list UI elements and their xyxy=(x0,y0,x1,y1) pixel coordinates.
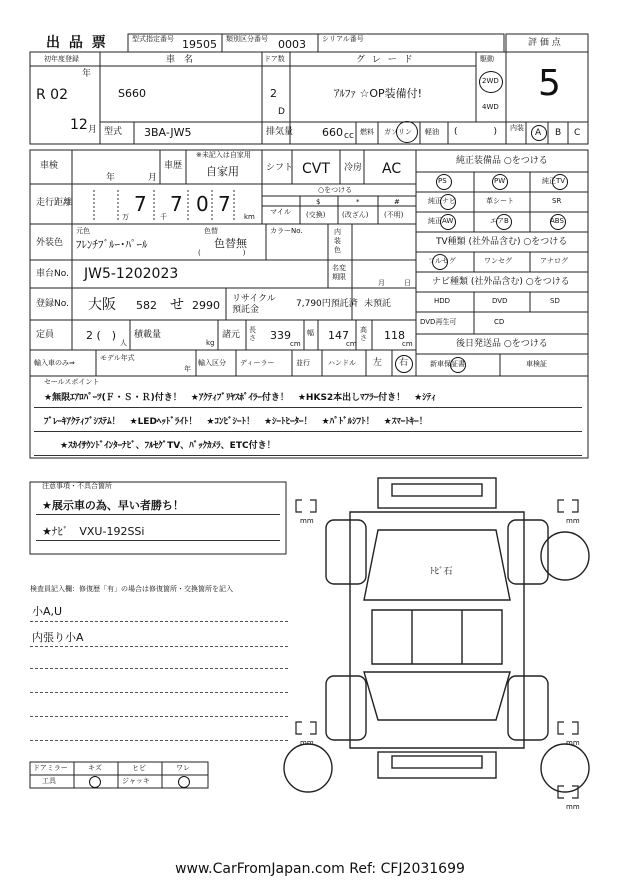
man-unit: 万 xyxy=(122,213,129,221)
model-type: 3BA-JW5 xyxy=(144,126,192,139)
mileage-opt-exchange: (交換) xyxy=(306,211,326,219)
interior-grade-b: B xyxy=(555,128,562,138)
shaken-year: 年 xyxy=(106,173,116,183)
grade-value: ｱﾙﾌｧ ☆OP装備付! xyxy=(334,87,423,100)
oem-airbag-circle xyxy=(496,214,512,230)
tv-analog: アナログ xyxy=(540,257,568,265)
chassis-number: JW5-1202023 xyxy=(84,266,179,282)
mileage-label: 走行距離 xyxy=(36,198,73,208)
oem-tv-circle xyxy=(552,174,568,190)
length-cm: cm xyxy=(290,340,301,348)
oem-airbag: エアB xyxy=(490,217,509,225)
inspector-line: 小A,U xyxy=(32,605,63,618)
color-change-paren: ( ) xyxy=(198,249,246,257)
score-value: 5 xyxy=(538,63,561,104)
inspector-line: 内張り小A xyxy=(32,631,84,644)
footer-watermark: www.CarFromJapan.com Ref: CFJ2031699 xyxy=(175,861,465,877)
tools-jack-stamp xyxy=(178,776,190,788)
handle-left: 左 xyxy=(373,358,383,368)
height-label: 高さ xyxy=(360,326,367,342)
navi-label: ナビ種類 (社外品含む) ○をつける xyxy=(432,277,570,287)
mileage-opt-unknown: (不明) xyxy=(384,211,404,219)
mileage-circle-note: ○をつける xyxy=(318,186,353,194)
tools-header-crack: ヒビ xyxy=(132,764,146,772)
drive-4wd: 4WD xyxy=(482,103,499,111)
later-shaken: 車検証 xyxy=(526,360,547,368)
height-value: 118 xyxy=(384,329,405,342)
class-number: 0003 xyxy=(278,38,306,51)
navi-cd: CD xyxy=(494,318,505,326)
oem-pw-circle xyxy=(492,174,508,190)
navi-dvd: DVD xyxy=(492,297,508,305)
orig-color-label: 元色 xyxy=(76,227,90,235)
recycle-unpaid: 未預託 xyxy=(364,299,392,309)
name-change-day: 日 xyxy=(404,279,411,287)
oem-pw: PW xyxy=(494,177,506,185)
tread-unit-fl: mm xyxy=(300,517,314,525)
oem-navi: 純正ナビ xyxy=(428,197,456,205)
mileage-digit: 7 xyxy=(134,192,147,216)
handle-right-circle xyxy=(395,355,413,373)
usage-value: 自家用 xyxy=(206,165,239,178)
tools-header-scratch: キズ xyxy=(88,764,102,772)
tools-tool: 工具 xyxy=(42,777,56,785)
mileage-opt-mile: マイル xyxy=(270,208,291,216)
length-value: 339 xyxy=(270,329,291,342)
class-label: 類別区分番号 xyxy=(226,35,268,43)
width-label: 幅 xyxy=(307,329,314,337)
model-type-label: 型式 xyxy=(104,127,123,137)
note-line: ★ﾅﾋﾞ VXU-192SSi xyxy=(42,525,145,538)
fuel-gasoline-circle xyxy=(396,121,418,143)
oem-leather: 革シート xyxy=(486,197,514,205)
doors-value: 2 xyxy=(270,87,277,100)
inspector-rule xyxy=(30,621,288,622)
oem-aw-circle xyxy=(440,214,456,230)
model-cert-number: 19505 xyxy=(182,38,217,51)
cc-unit: cc xyxy=(344,131,354,141)
navi-sd: SD xyxy=(550,297,560,305)
mileage-opt-tamper: (改ざん) xyxy=(342,211,369,219)
sales-points-label: セールスポイント xyxy=(44,378,100,386)
ext-color-label: 外装色 xyxy=(36,238,64,248)
tools-header-break: ワレ xyxy=(176,764,190,772)
car-name: S660 xyxy=(118,87,146,100)
capacity-unit: 人 xyxy=(120,339,127,347)
interior-grade-a: A xyxy=(535,128,542,138)
color-change-label: 色替 xyxy=(204,227,218,235)
model-cert-label: 型式指定番号 xyxy=(132,35,174,43)
km-unit: km xyxy=(244,213,255,221)
model-year-unit: 年 xyxy=(184,365,191,373)
ac-value: AC xyxy=(382,161,402,177)
inspector-rule xyxy=(30,716,288,717)
shift-label: シフト xyxy=(266,163,294,173)
windshield-note: ﾄﾋﾞ石 xyxy=(430,567,453,577)
oem-tv: 純正TV xyxy=(542,177,566,185)
interior-label: 内装 xyxy=(510,124,524,132)
displacement-label: 排気量 xyxy=(266,127,294,137)
sen-unit: 千 xyxy=(160,213,167,221)
navi-hdd: HDD xyxy=(434,297,451,305)
color-change-value: 色替無 xyxy=(214,237,247,250)
reg-label: 登録No. xyxy=(36,299,69,309)
fuel-diesel: 軽油 xyxy=(425,128,439,136)
color-no-label: カラーNo. xyxy=(270,227,303,235)
first-reg-label: 初年度登録 xyxy=(44,55,79,63)
inspector-rule xyxy=(30,646,288,647)
car-name-label: 車 名 xyxy=(166,55,194,65)
navi-dvd-play: DVD再生可 xyxy=(420,318,457,326)
capacity-value: 2 ( ) xyxy=(86,329,117,342)
oem-abs-circle xyxy=(550,214,566,230)
import-type-label: 輸入区分 xyxy=(198,359,226,367)
month-mark: 月 xyxy=(88,125,98,135)
inspector-label: 検査員記入欄：修復歴「有」の場合は修復箇所・交換箇所を記入 xyxy=(30,585,233,593)
reg-class: 582 xyxy=(136,299,157,312)
later-warranty-circle xyxy=(450,357,466,373)
form-title: 出 品 票 xyxy=(46,35,108,51)
inspector-rule xyxy=(30,668,288,669)
oem-ps-circle xyxy=(436,174,452,190)
oem-navi-circle xyxy=(440,194,456,210)
lwh-label: 諸元 xyxy=(222,330,241,340)
chassis-label: 車台No. xyxy=(36,269,69,279)
inspector-rule xyxy=(30,692,288,693)
mileage-opt-exchange-mark: $ xyxy=(316,198,321,206)
width-value: 147 xyxy=(328,329,349,342)
sales-point-line: ﾌﾞﾚｰｷｱｸﾃｨﾌﾞｼｽﾃﾑ！ ★LEDﾍｯﾄﾞﾗｲﾄ！ ★ｺﾝﾋﾞｼｰﾄ！ ★ｼｰﾄﾋｰﾀｰ！ ★ﾊﾟﾄﾞﾙｼﾌﾄ！ ★ｽﾏｰﾄｷｰ！ xyxy=(44,417,428,427)
note-underline xyxy=(36,540,280,541)
recycle-label: リサイクル預託金 xyxy=(232,294,276,315)
drive-2wd-circle xyxy=(479,71,503,93)
tv-fullseg: フルセグ xyxy=(428,257,456,265)
tv-oneseg: ワンセグ xyxy=(484,257,512,265)
tools-header-mirror: ドアミラー xyxy=(33,764,68,772)
year-mark: 年 xyxy=(82,69,92,79)
load-unit: kg xyxy=(206,339,215,347)
fuel-paren: ( ) xyxy=(454,127,498,137)
interior-grade-c: C xyxy=(574,128,581,138)
height-cm: cm xyxy=(402,340,413,348)
later-label: 後日発送品 ○をつける xyxy=(456,339,548,349)
sales-point-line: ★無限ｴｱﾛﾊﾟｰﾂ(Ｆ・Ｓ・Ｒ)付き！ ★ｱｸﾃｨﾌﾞﾘﾔｽﾎﾟｲﾗｰ付き！ ★HKS2本出しﾏﾌﾗｰ付き！ ★ｼﾃｨ xyxy=(44,393,436,403)
load-label: 積載量 xyxy=(134,330,162,340)
model-year-label: モデル年式 xyxy=(100,354,135,362)
mileage-digit: 7 xyxy=(170,192,183,216)
handle-right: 右 xyxy=(399,358,409,368)
mileage-opt-unknown-mark: # xyxy=(394,198,400,206)
tv-fullseg-circle xyxy=(432,254,448,270)
oem-abs: ABS xyxy=(550,217,564,225)
inspector-rule xyxy=(30,740,288,741)
later-warranty: 新車保証書 xyxy=(430,360,465,368)
import-parallel: 並行 xyxy=(296,359,310,367)
tread-unit-fr: mm xyxy=(566,517,580,525)
oem-ps: PS xyxy=(438,177,447,185)
length-label: 長さ xyxy=(249,326,256,342)
usage-note: ※未記入は自家用 xyxy=(196,151,251,159)
shaken-label: 車検 xyxy=(40,161,59,171)
sales-underline xyxy=(34,455,582,456)
score-label: 評 価 点 xyxy=(528,38,561,48)
notes-label: 注意事項・不具合箇所 xyxy=(42,482,112,490)
orig-color: ﾌﾚﾝﾁﾌﾞﾙｰ･ﾊﾟｰﾙ xyxy=(76,238,148,251)
interior-color-label: 内装色 xyxy=(334,228,341,254)
doors-label: ドア数 xyxy=(264,55,285,63)
mileage-digit-boxes xyxy=(72,188,262,224)
fuel-label: 燃料 xyxy=(360,128,374,136)
shift-value: CVT xyxy=(302,161,330,177)
fuel-gasoline: ガソリン xyxy=(384,128,412,136)
name-change-label: 名変期限 xyxy=(332,264,346,281)
name-change-month: 月 xyxy=(378,279,385,287)
handle-label: ハンドル xyxy=(328,359,356,367)
reg-month: 12 xyxy=(70,117,88,133)
sales-underline xyxy=(34,407,582,408)
tread-unit-spare: mm xyxy=(566,803,580,811)
mileage-opt-tamper-mark: * xyxy=(356,198,360,206)
import-label: 輸入車のみ⇒ xyxy=(34,359,75,367)
serial-label: シリアル番号 xyxy=(322,35,364,43)
mileage-digit: 0 xyxy=(196,192,209,216)
sales-underline xyxy=(34,431,582,432)
tv-label: TV種類 (社外品含む) ○をつける xyxy=(436,237,568,247)
grade-label: グ レ ー ド xyxy=(356,55,415,65)
oem-aw: 純正AW xyxy=(428,217,454,225)
reg-kana: せ xyxy=(170,297,184,313)
mileage-digit: 7 xyxy=(218,192,231,216)
reg-area: 大阪 xyxy=(88,297,116,313)
era-year: R 02 xyxy=(36,87,68,103)
shaken-month: 月 xyxy=(148,173,158,183)
oem-sr: SR xyxy=(552,197,562,205)
import-dealer: ディーラー xyxy=(240,359,275,367)
note-line: ★展示車の為、早い者勝ち！ xyxy=(42,499,184,512)
width-cm: cm xyxy=(346,340,357,348)
drive-label: 駆動 xyxy=(480,55,494,63)
sales-point-line: ★ｽｶｲｻｳﾝﾄﾞｲﾝﾀｰﾅﾋﾞ、ﾌﾙｾｸﾞTV、ﾊﾞｯｸｶﾒﾗ、ETC付き！ xyxy=(60,441,276,451)
reg-number: 2990 xyxy=(192,299,220,312)
capacity-label: 定員 xyxy=(36,330,55,340)
tools-tool-stamp xyxy=(89,776,101,788)
displacement-value: 660 xyxy=(322,126,343,139)
drive-2wd: 2WD xyxy=(482,77,499,85)
usage-label: 車歴 xyxy=(164,161,183,171)
car-diagram xyxy=(284,478,589,792)
interior-a-circle xyxy=(531,125,547,141)
recycle-value: 7,790円預託済 xyxy=(296,299,358,309)
note-underline xyxy=(36,514,280,515)
tools-jack: ジャッキ xyxy=(122,777,150,785)
ac-label: 冷房 xyxy=(344,163,363,173)
tread-unit-rl: mm xyxy=(300,739,314,747)
door-suffix: D xyxy=(278,107,285,117)
tread-unit-rr: mm xyxy=(566,739,580,747)
oem-label: 純正装備品 ○をつける xyxy=(456,156,548,166)
